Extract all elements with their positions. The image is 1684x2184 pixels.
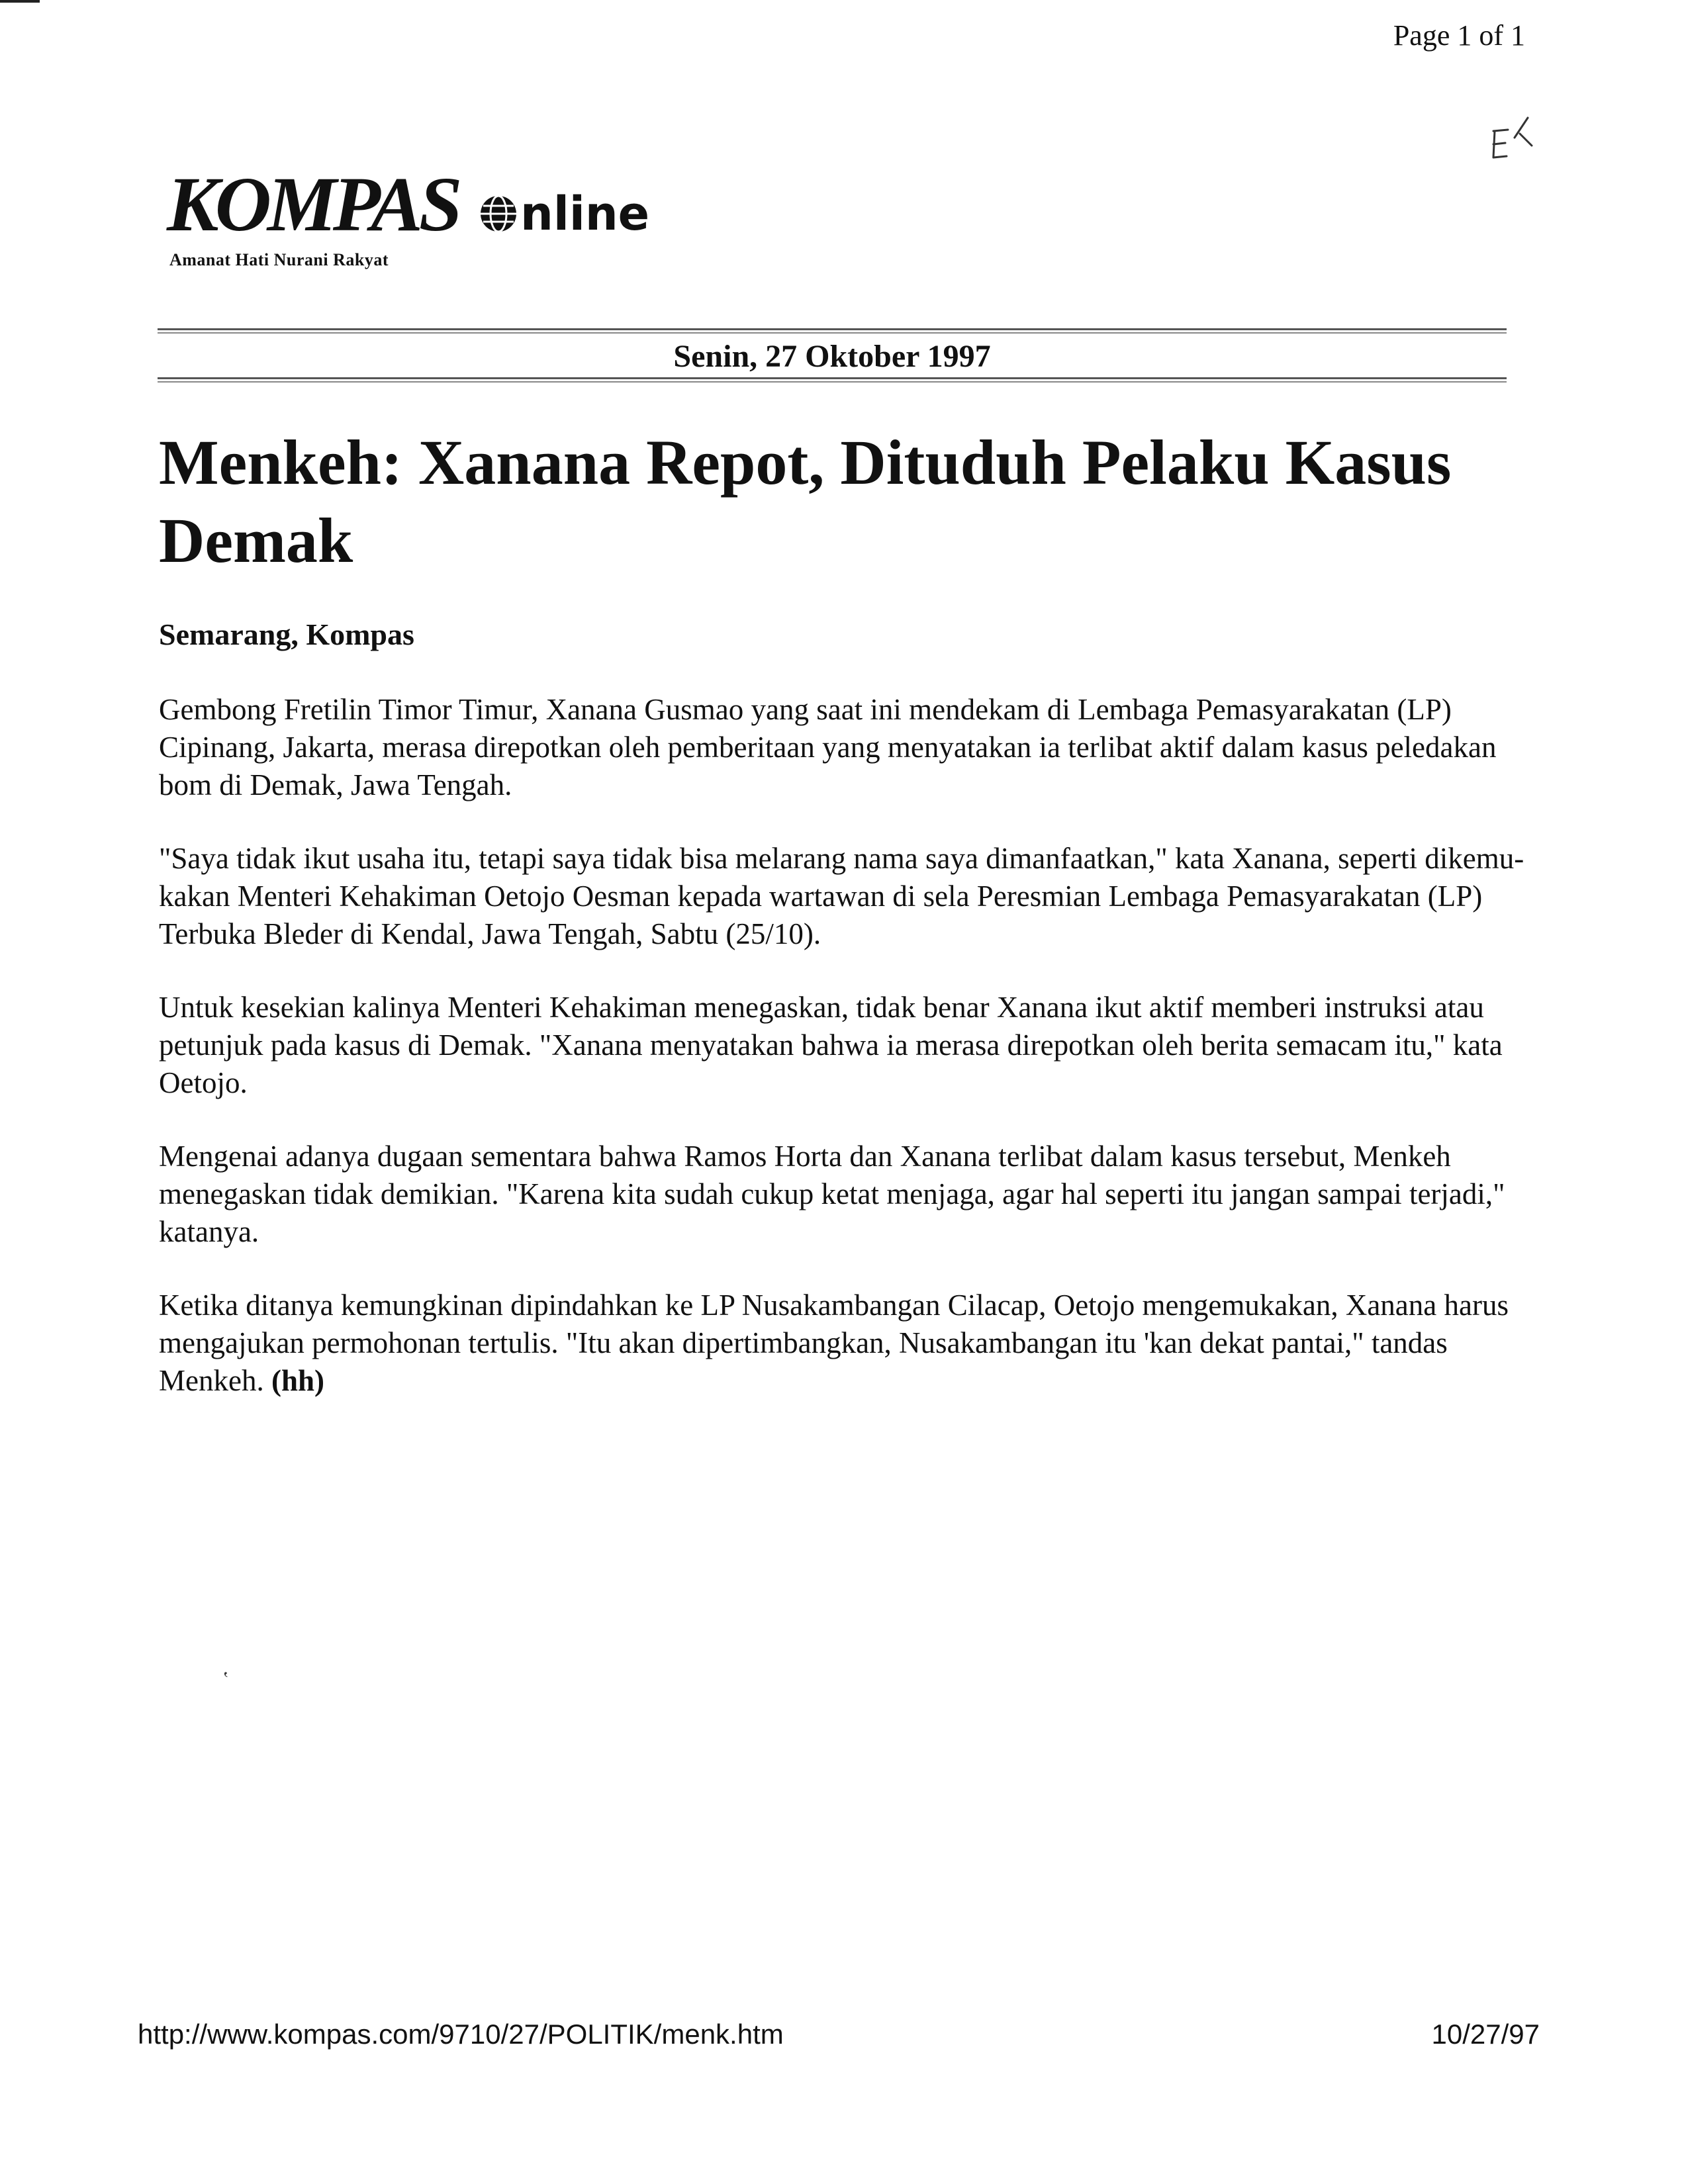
- author-credit: (hh): [271, 1364, 324, 1397]
- footer-url[interactable]: http://www.kompas.com/9710/27/POLITIK/menk.htm: [138, 2019, 784, 2050]
- logo-online-text: nline: [520, 187, 650, 241]
- logo-tagline: Amanat Hati Nurani Rakyat: [169, 250, 389, 269]
- stray-scan-mark: ‛: [222, 1668, 229, 1690]
- page-number: Page 1 of 1: [1393, 19, 1525, 52]
- bottom-divider: [158, 377, 1507, 379]
- logo-kompas: KOMPAS: [167, 161, 459, 248]
- article-body: [159, 691, 1536, 1435]
- top-divider-shadow: [158, 332, 1507, 334]
- article-paragraph: Gembong Fretilin Timor Timur, Xanana Gusmao yang saat ini mendekam di Lembaga Pemasyarakatan (LP) Cipinang, Jakarta, merasa direpotkan oleh pemberitaan yang menyatakan ia terlibat aktif dalam kasus peledakan bom di Demak, Jawa Tengah.: [159, 693, 1497, 801]
- last-paragraph-text: Ketika ditanya kemungkinan dipindahkan ke LP Nusakambangan Cilacap, Oetojo mengemukakan, Xanana harus mengajukan permohonan tertulis. "Itu akan dipertimbangkan, Nusakambangan itu 'kan dekat pantai," tandas Menkeh.: [159, 1289, 1509, 1397]
- footer-printed-date: 10/27/97: [1431, 2019, 1540, 2050]
- top-divider: [158, 328, 1507, 330]
- article-byline: Semarang, Kompas: [159, 617, 414, 651]
- article-headline: Menkeh: Xanana Repot, Dituduh Pelaku Kasus Demak: [159, 427, 1452, 576]
- article-paragraph: Untuk kesekian kalinya Menteri Kehakiman menegaskan, tidak benar Xanana ikut aktif memberi instruksi atau petunjuk pada kasus di Demak. "Xanana menyatakan bahwa ia merasa direpotkan oleh berita semacam itu," kata Oetojo.: [159, 991, 1503, 1099]
- article-paragraph: Mengenai adanya dugaan sementara bahwa Ramos Horta dan Xanana terlibat dalam kasus tersebut, Menkeh menegaskan tidak demikian. "Karena kita sudah cukup ketat menjaga, agar hal seperti itu jangan sampai terjadi," katanya.: [159, 1140, 1505, 1248]
- article-date: Senin, 27 Oktober 1997: [673, 339, 991, 374]
- logo-online: [478, 187, 650, 241]
- masthead-logo: [167, 161, 763, 285]
- article-paragraph-last: [159, 1287, 1536, 1400]
- article-paragraph: "Saya tidak ikut usaha itu, tetapi saya tidak bisa melarang nama saya dimanfaatkan," kata Xanana, seperti dikemu-kakan Menteri Kehakiman Oetojo Oesman kepada wartawan di sela Peresmian Lembaga Pemasyarakatan (LP) Terbuka Bleder di Kendal, Jawa Tengah, Sabtu (25/10).: [159, 842, 1524, 950]
- bottom-divider-shadow: [158, 381, 1507, 383]
- globe-icon: [478, 193, 519, 234]
- handwritten-initials-icon: [1480, 111, 1540, 171]
- scan-edge-mark: [0, 0, 40, 3]
